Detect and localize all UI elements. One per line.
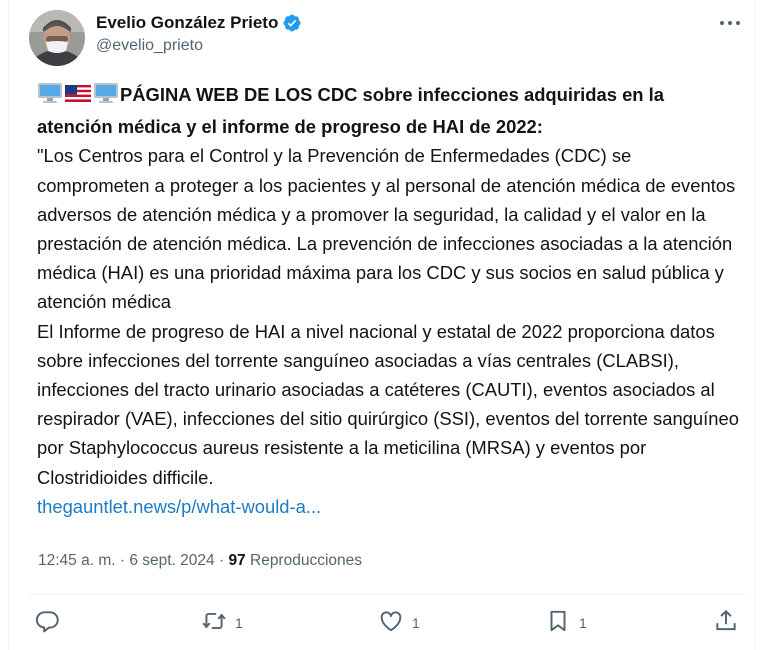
more-icon[interactable] <box>713 10 747 36</box>
author-name-text[interactable]: Evelio González Prieto <box>96 13 279 32</box>
avatar[interactable] <box>29 10 85 66</box>
bookmark-count: 1 <box>579 614 587 631</box>
post-card <box>8 0 756 650</box>
share-icon <box>713 608 739 637</box>
action-bar <box>9 604 757 640</box>
author-name[interactable] <box>96 12 302 34</box>
repost-button[interactable] <box>201 608 243 637</box>
like-count: 1 <box>412 614 420 631</box>
repost-count: 1 <box>235 614 243 631</box>
post-paragraph-1: "Los Centros para el Control y la Prevención de Enfermedades (CDC) se comprometen a proteger a los pacientes y al personal de atención médica de eventos adversos de atención médica y a promover la seguridad, la calidad y el valor en la prestación de atención médica. La prevención de infecciones asociadas a la atención médica (HAI) es una prioridad máxima para los CDC y sus socios en salud pública y atención médica <box>37 145 736 313</box>
us-flag-icon <box>64 82 92 112</box>
bookmark-icon <box>545 608 571 637</box>
computer-icon <box>93 82 119 112</box>
post-paragraph-2: El Informe de progreso de HAI a nivel nacional y estatal de 2022 proporciona datos sobre infecciones del torrente sanguíneo asociadas a vías centrales (CLABSI), infecciones del tracto urinario asociadas a catéteres (CAUTI), eventos asociados al respirador (VAE), infecciones del sitio quirúrgico (SSI), eventos del torrente sanguíneo por Staphylococcus aureus resistente a la meticilina (MRSA) y eventos por Clostridioides difficile. <box>37 320 739 488</box>
like-icon <box>378 608 404 637</box>
post-meta <box>38 550 362 572</box>
post-date[interactable]: 6 sept. 2024 <box>129 552 215 569</box>
headline-text: PÁGINA WEB DE LOS CDC sobre infecciones adquiridas en la atención médica y el informe de progreso de HAI de 2022: <box>37 84 664 138</box>
reply-icon <box>35 608 61 637</box>
computer-icon <box>37 82 63 112</box>
meta-separator: · <box>214 552 229 569</box>
author-handle[interactable]: @evelio_prieto <box>96 37 203 54</box>
post-link[interactable]: thegauntlet.news/p/what-would-a... <box>37 495 322 517</box>
verified-badge-icon[interactable] <box>282 13 302 33</box>
post-time[interactable]: 12:45 a. m. <box>38 552 116 569</box>
meta-separator: · <box>115 552 130 569</box>
divider <box>29 594 745 595</box>
share-button[interactable] <box>713 608 739 637</box>
views-label: Reproducciones <box>250 552 363 569</box>
bookmark-button[interactable] <box>545 608 587 637</box>
post-headline <box>37 80 741 141</box>
like-button[interactable] <box>378 608 420 637</box>
post-body <box>37 80 741 521</box>
views-count: 97 <box>228 552 246 569</box>
reply-button[interactable] <box>35 608 69 637</box>
repost-icon <box>201 608 227 637</box>
